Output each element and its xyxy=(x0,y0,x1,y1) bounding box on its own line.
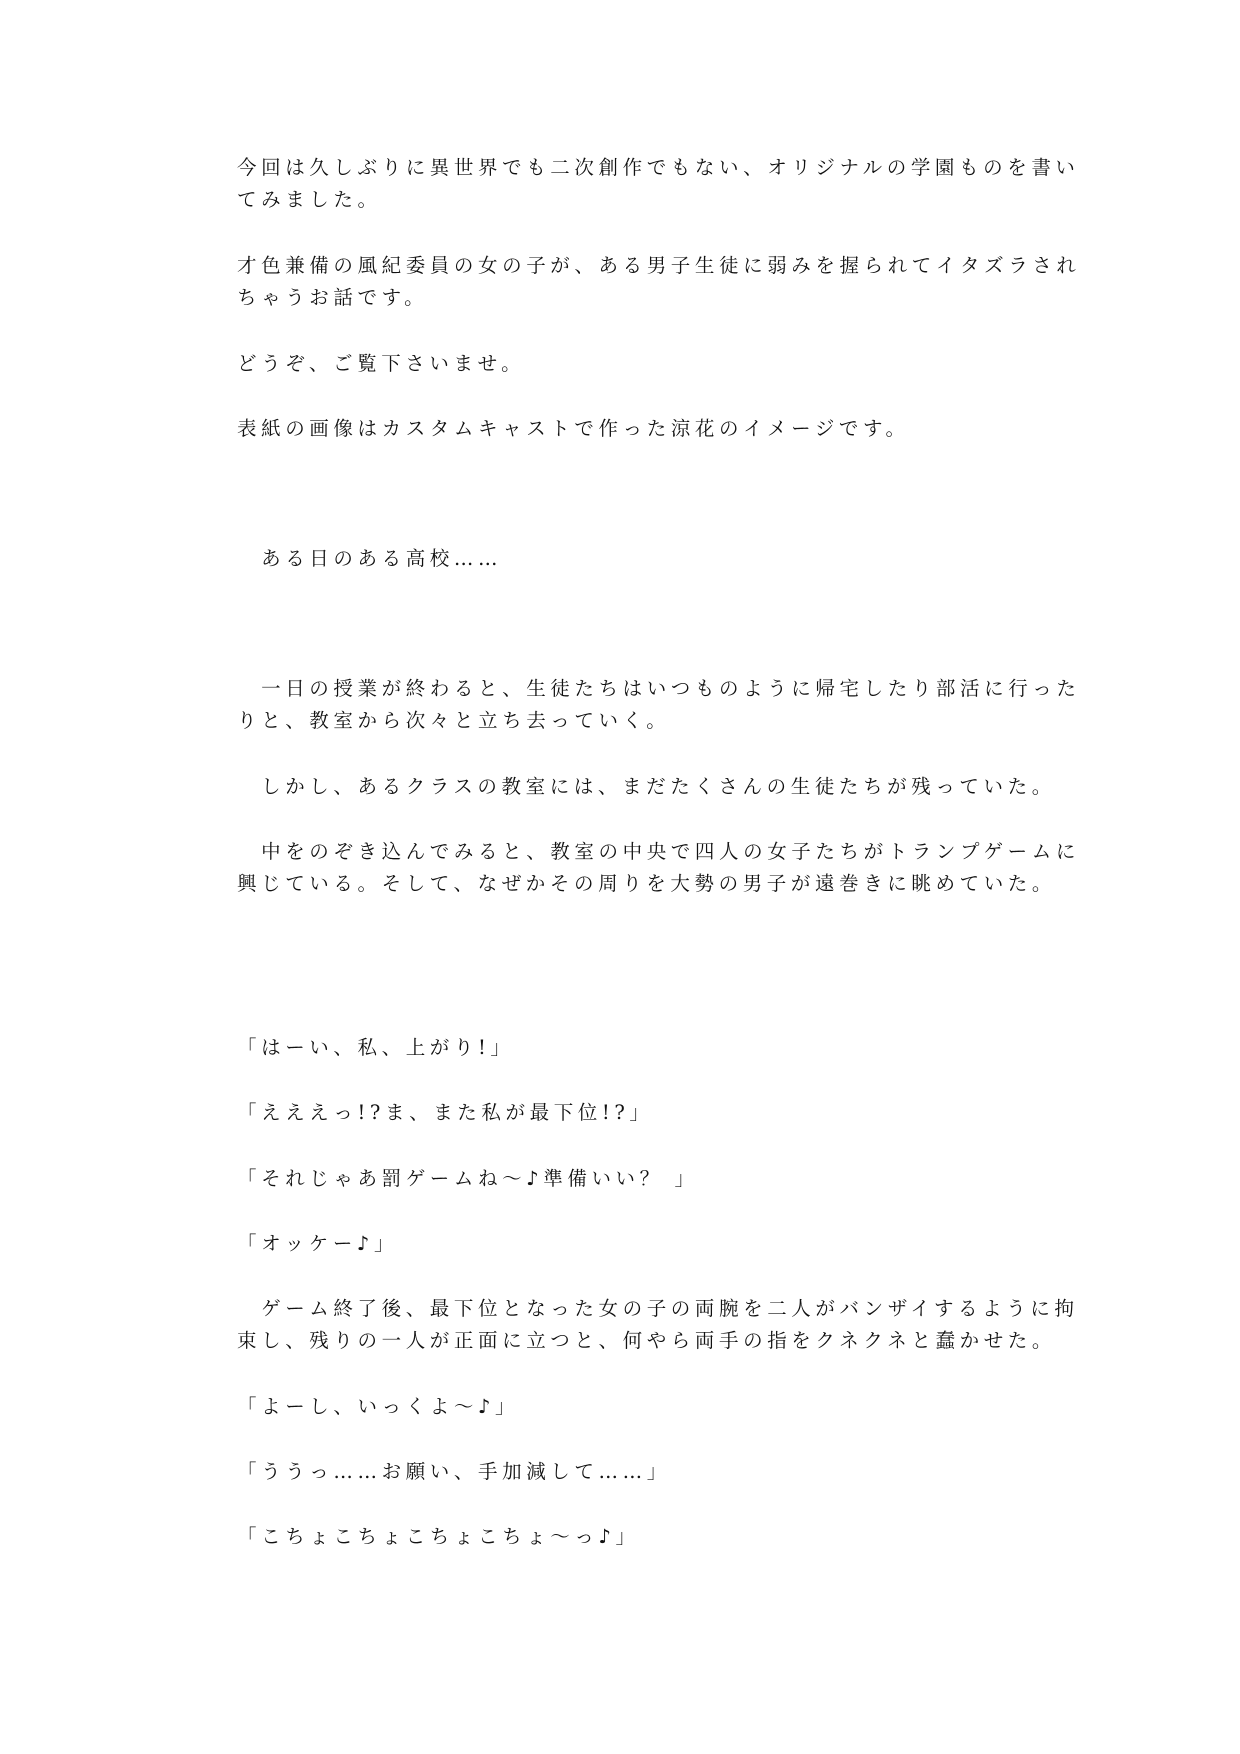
intro-line-3: 才色兼備の風紀委員の女の子が、ある男子生徒に弱みを握られてイタズラされ xyxy=(237,254,1081,277)
intro-line-1: 今回は久しぶりに異世界でも二次創作でもない、オリジナルの学園ものを書い xyxy=(237,156,1080,179)
paragraph-1-line-1: 一日の授業が終わると、生徒たちはいつものように帰宅したり部活に行った xyxy=(237,677,1081,700)
dialogue-line-7: 「こちょこちょこちょこちょ～っ♪」 xyxy=(237,1525,640,1548)
paragraph-4-line-2: 束し、残りの一人が正面に立つと、何やら両手の指をクネクネと蠢かせた。 xyxy=(237,1329,1057,1352)
intro-line-6: 表紙の画像はカスタムキャストで作った涼花のイメージです。 xyxy=(237,417,910,440)
dialogue-line-3: 「それじゃあ罰ゲームね～♪準備いい？ 」 xyxy=(237,1167,699,1190)
scene-heading: ある日のある高校…… xyxy=(237,547,503,570)
intro-line-4: ちゃうお話です。 xyxy=(237,286,429,309)
intro-line-5: どうぞ、ご覧下さいませ。 xyxy=(237,352,526,375)
dialogue-line-2: 「えええっ!?ま、また私が最下位!?」 xyxy=(237,1101,654,1124)
paragraph-1-line-2: りと、教室から次々と立ち去っていく。 xyxy=(237,709,671,732)
dialogue-line-1: 「はーい、私、上がり!」 xyxy=(237,1036,515,1059)
dialogue-line-6: 「ううっ……お願い、手加減して……」 xyxy=(237,1460,671,1483)
paragraph-4-line-1: ゲーム終了後、最下位となった女の子の両腕を二人がバンザイするように拘 xyxy=(237,1297,1079,1320)
paragraph-3-line-1: 中をのぞき込んでみると、教室の中央で四人の女子たちがトランプゲームに xyxy=(237,840,1080,863)
paragraph-3-line-2: 興じている。そして、なぜかその周りを大勢の男子が遠巻きに眺めていた。 xyxy=(237,872,1057,895)
paragraph-2-line-1: しかし、あるクラスの教室には、まだたくさんの生徒たちが残っていた。 xyxy=(237,775,1056,798)
intro-line-2: てみました。 xyxy=(237,188,382,211)
dialogue-line-4: 「オッケー♪」 xyxy=(237,1232,399,1255)
dialogue-line-5: 「よーし、いっくよ～♪」 xyxy=(237,1395,520,1418)
